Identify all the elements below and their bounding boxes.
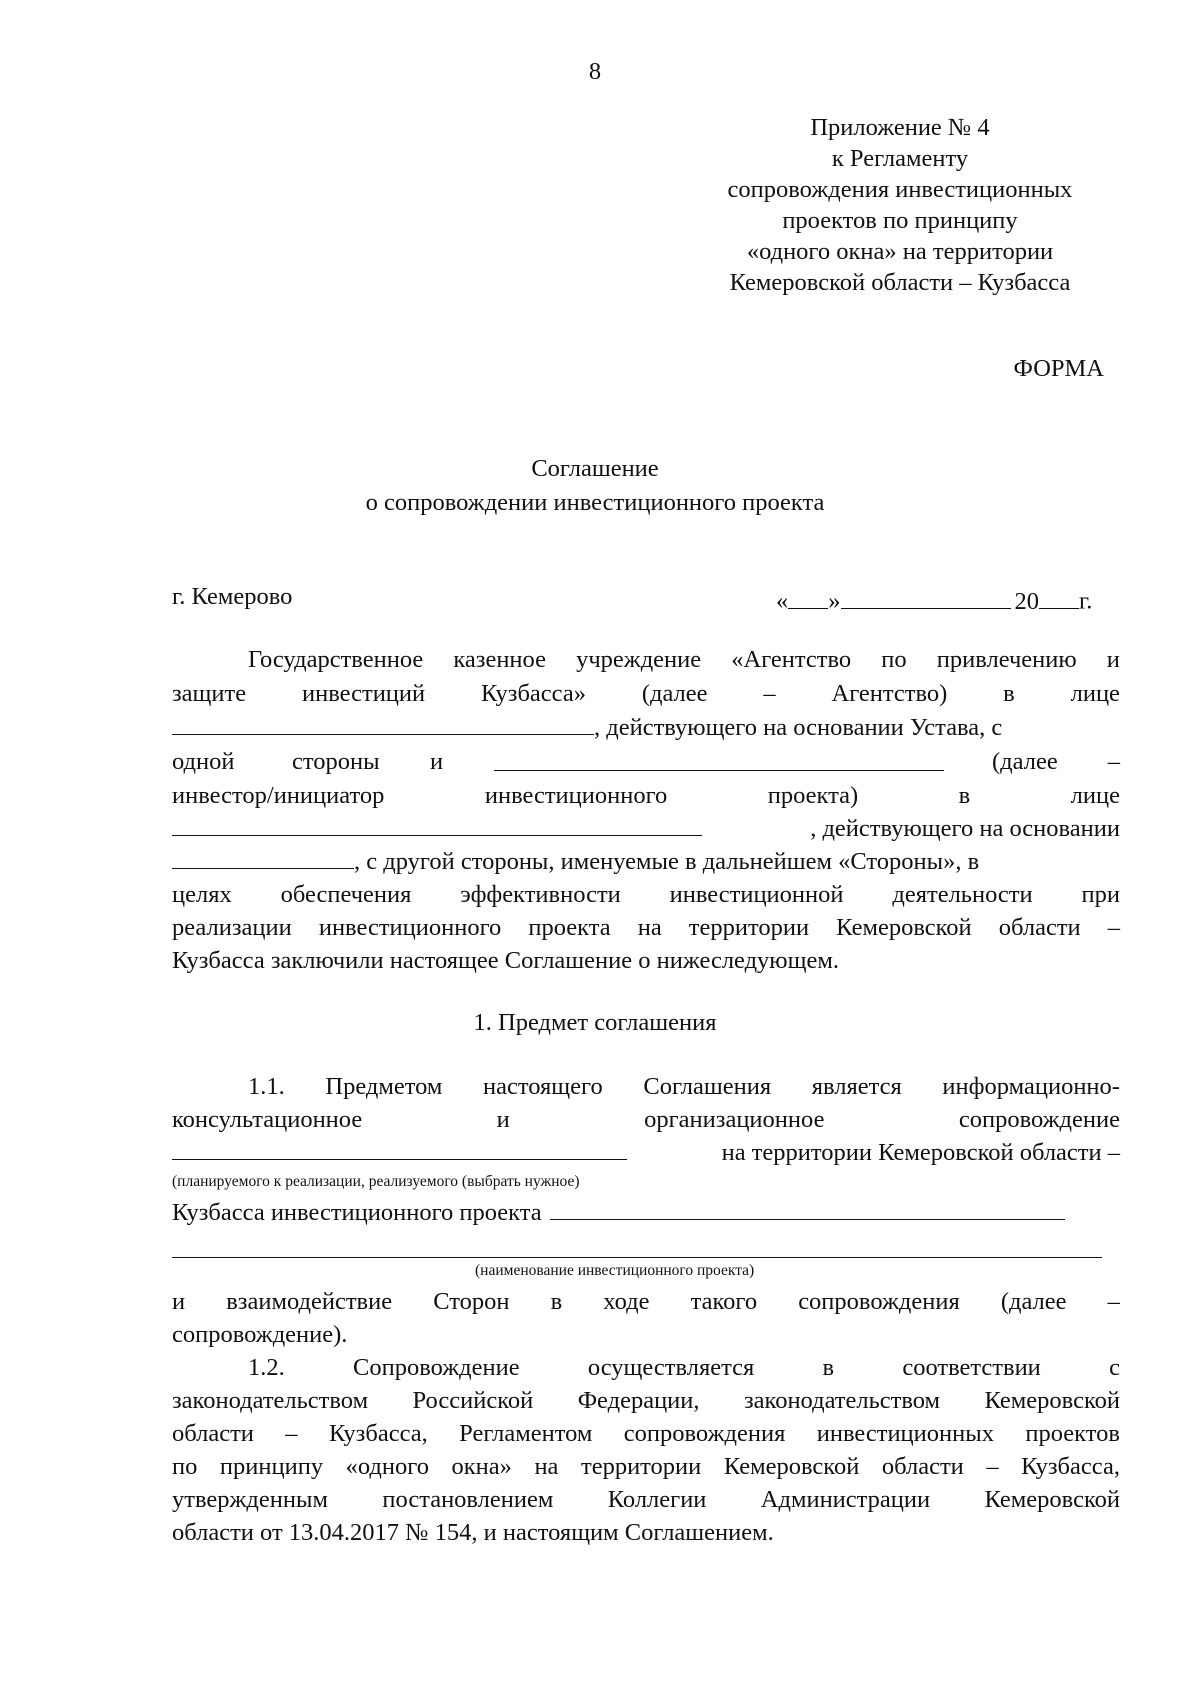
clause-1-1-line-1 [248,1073,1120,1107]
clause-1-1-line-6 [172,1288,1120,1322]
word: казенное [453,646,546,673]
word: в [1003,680,1015,707]
word: ходе [603,1288,650,1315]
word: Кузбасса, [328,1420,428,1447]
preamble-line-3 [172,714,1120,748]
word: соответствии [902,1354,1041,1381]
word: утвержденным [172,1486,328,1513]
word: одной [172,748,235,775]
clause-1-2-line-5 [172,1486,1120,1520]
word: инвестиционных [816,1420,994,1447]
word: Кемеровской [723,1453,860,1480]
word: окна» [451,1453,512,1480]
word: (далее [1000,1288,1067,1315]
word: обеспечения [280,881,412,908]
word: инвестиционной [669,881,844,908]
project-name-blank[interactable] [550,1199,1065,1220]
title-line-2: о сопровождении инвестиционного проекта [365,489,825,516]
project-name-blank-continued[interactable] [172,1237,1102,1258]
clause-1-2-line-1 [248,1354,1120,1388]
word: по [172,1453,198,1480]
word: эффективности [460,881,621,908]
word: осуществляется [587,1354,755,1381]
preamble-line-8 [172,881,1120,915]
agency-representative-blank[interactable] [172,714,594,735]
clause-1-2-line-3 [172,1420,1120,1454]
word: и [172,1288,186,1315]
word: территории [688,914,810,941]
word: Сопровождение [353,1354,520,1381]
investor-representative-blank[interactable] [172,815,702,836]
word: – [986,1453,999,1480]
investor-name-blank[interactable] [494,750,944,771]
clause-1-1-line-3 [172,1139,1120,1173]
word: лице [1070,782,1120,809]
word: проекта) [767,782,859,809]
clause-number: 1.1. [248,1073,285,1100]
word: и [430,748,444,775]
clause-1-1-line-4 [172,1199,1120,1233]
word: в [822,1354,835,1381]
word: проектов [1025,1420,1120,1447]
title-line-1: Соглашение [531,455,659,482]
word: «одного [345,1453,429,1480]
word: с [1109,1354,1120,1381]
word: – [763,680,776,707]
date-open-quote: « [776,587,789,615]
text: на территории Кемеровской области – [721,1139,1120,1166]
word: инвестиций [301,680,426,707]
section-heading: 1. Предмет соглашения [473,1009,717,1036]
date-field [776,583,1092,616]
preamble-line-9 [172,914,1120,948]
word: Федерации, [577,1387,700,1414]
word: на [534,1453,559,1480]
word: привлечению [936,646,1077,673]
word: целях [172,881,232,908]
word: Кузбасса» [481,680,586,707]
word: (далее [992,748,1058,775]
word: защите [172,680,247,707]
preamble-line-5 [172,782,1120,816]
preamble-line-2 [172,680,1120,714]
word: «Агентство [731,646,852,673]
annex-line: «одного окна» на территории [746,238,1054,265]
form-label: ФОРМА [1013,355,1104,382]
annex-line: к Регламенту [831,145,969,172]
word: Коллегии [607,1486,707,1513]
date-close-quote: » [828,587,841,615]
clause-number: 1.2. [248,1354,285,1381]
word: Регламентом [459,1420,593,1447]
word: (далее [641,680,708,707]
word: Предметом [325,1073,443,1100]
word: Агентство) [831,680,948,707]
word: области [881,1453,964,1480]
word: Кузбасса, [1021,1453,1120,1480]
text: , с другой стороны, именуемые в дальнейшем «Стороны», в [354,848,980,875]
annex-line: Кемеровской области – Кузбасса [729,269,1071,296]
word: инвестор/инициатор [172,782,385,809]
preamble-line-4 [172,748,1120,782]
investor-basis-blank[interactable] [172,848,354,869]
word: сопровождение [958,1106,1120,1133]
word: Кемеровской [984,1486,1120,1513]
clause-1-1-line-2 [172,1106,1120,1140]
word: территории [580,1453,702,1480]
word: – [1107,748,1120,775]
preamble-line-6 [172,815,1120,849]
year-blank[interactable] [1039,583,1079,609]
word: взаимодействие [226,1288,393,1315]
word: – [1107,1288,1120,1315]
word: и [496,1106,510,1133]
word: инвестиционного [484,782,668,809]
word: Государственное [248,646,424,673]
clause-1-2-line-4 [172,1453,1120,1487]
word: стороны [292,748,380,775]
word: деятельности [892,881,1033,908]
annex-header [700,112,1100,298]
annex-line: Приложение № 4 [810,114,990,141]
project-name-hint: (наименование инвестиционного проекта) [475,1262,755,1279]
word: на [637,914,662,941]
word: области [172,1420,254,1447]
clause-1-2-line-6: области от 13.04.2017 № 154, и настоящим Соглашением. [172,1519,774,1546]
word: – [285,1420,298,1447]
year-suffix: г. [1079,587,1093,615]
word: такого [690,1288,758,1315]
word: Соглашения [643,1073,772,1100]
year-prefix: 20 [1014,587,1039,615]
word: при [1081,881,1120,908]
word: Администрации [760,1486,931,1513]
word: лице [1070,680,1120,707]
word: Кемеровской [984,1387,1120,1414]
preamble-line-10: Кузбасса заключили настоящее Соглашение о нижеследующем. [172,947,839,974]
word: сопровождения [798,1288,960,1315]
clause-1-1-line-7: сопровождение). [172,1321,348,1348]
place-of-signing: г. Кемерово [172,583,293,610]
word: сопровождения [623,1420,786,1447]
annex-line: сопровождения инвестиционных [727,176,1073,203]
word: по [881,646,907,673]
project-status-blank[interactable] [172,1139,627,1160]
word: организационное [644,1106,825,1133]
word: Российской [412,1387,534,1414]
word: и [1106,646,1120,673]
word: инвестиционного [318,914,502,941]
annex-line: проектов по принципу [782,207,1018,234]
text: , действующего на основании Устава, с [594,714,1003,741]
clause-1-2-line-2 [172,1387,1120,1421]
preamble-line-7 [172,848,1120,882]
project-status-hint: (планируемого к реализации, реализуемого (выбрать нужное) [172,1173,580,1190]
text: Кузбасса инвестиционного проекта [172,1199,542,1226]
word: консультационное [172,1106,363,1133]
word: настоящего [483,1073,603,1100]
word: в [550,1288,563,1315]
word: информационно- [942,1073,1120,1100]
word: законодательством [743,1387,941,1414]
word: учреждение [576,646,702,673]
word: Кемеровской [836,914,972,941]
word: принципу [219,1453,324,1480]
clause-1-1-line-5 [172,1237,1120,1259]
word: Сторон [433,1288,510,1315]
page-number: 8 [588,58,602,85]
word: постановлением [382,1486,554,1513]
word: законодательством [172,1387,369,1414]
word: области [998,914,1081,941]
word: реализации [172,914,292,941]
word: – [1107,914,1120,941]
word: в [958,782,971,809]
word: проекта [528,914,611,941]
day-blank[interactable] [788,583,828,609]
month-blank[interactable] [841,583,1011,609]
text: , действующего на основании [810,815,1120,842]
word: является [811,1073,902,1100]
preamble-line-1 [248,646,1120,680]
document-title [0,452,1190,520]
